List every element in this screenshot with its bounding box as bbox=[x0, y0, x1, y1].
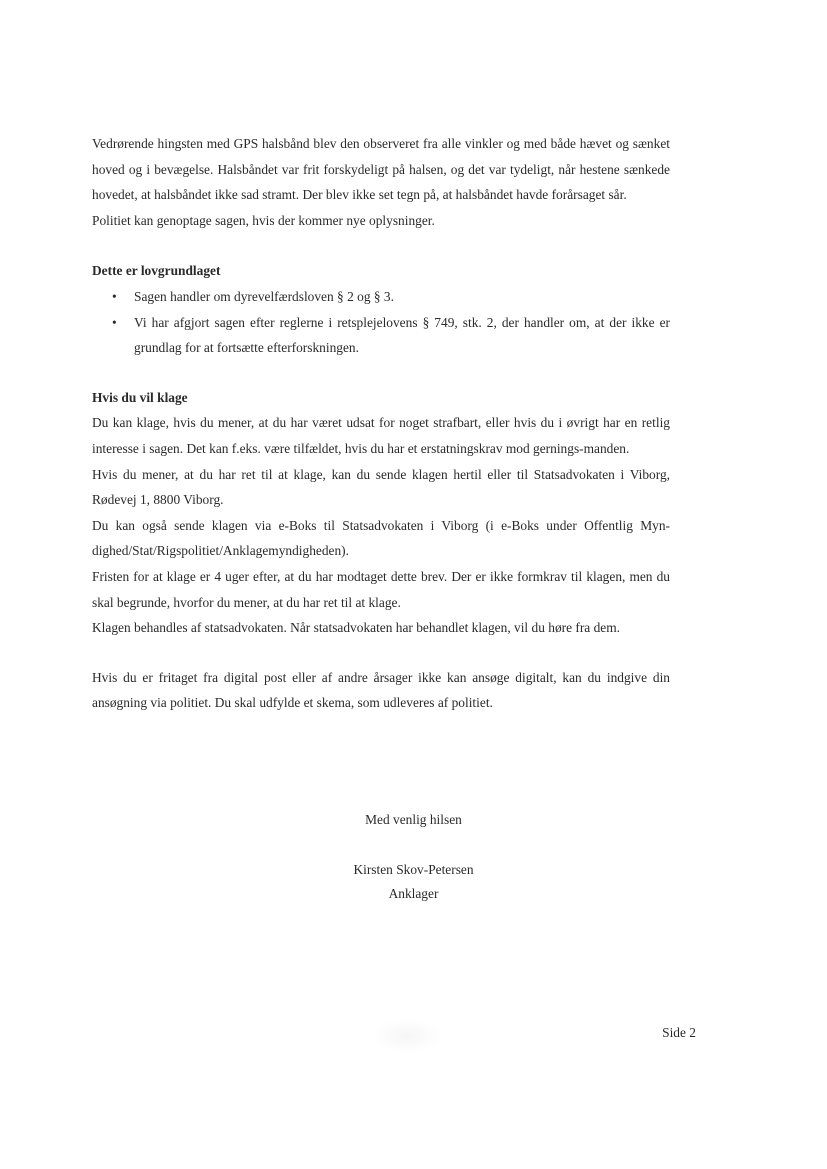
list-item-text: Vi har afgjort sagen efter reglerne i retsplejelovens § 749, stk. 2, der handler om, at der ikke er grundlag for at fortsætte efterforskningen. bbox=[134, 314, 670, 356]
bullet-icon: • bbox=[112, 288, 117, 304]
legal-basis-heading: Dette er lovgrundlaget bbox=[92, 263, 221, 279]
legal-basis-list bbox=[92, 284, 670, 361]
complaint-paragraph: Hvis du mener, at du har ret til at klage, kan du sende klagen hertil eller til Statsadvokaten i Viborg, Rødevej 1, 8800 Viborg. bbox=[92, 466, 670, 508]
complaint-paragraph: Du kan klage, hvis du mener, at du har været udsat for noget strafbart, eller hvis du i øvrigt har en retlig interesse i sagen. Det kan f.eks. være tilfældet, hvis du har et erstatningskrav mod gernings-manden. bbox=[92, 415, 670, 456]
section-spacer bbox=[92, 361, 670, 385]
letter-body bbox=[92, 131, 670, 716]
signatory-name: Kirsten Skov-Petersen bbox=[353, 862, 474, 877]
bullet-icon: • bbox=[112, 314, 117, 330]
section-spacer bbox=[92, 641, 670, 665]
list-item bbox=[92, 310, 670, 361]
intro-paragraph: Vedrørende hingsten med GPS halsbånd blev den observeret fra alle vinkler og med både hævet og sænket hoved og i bevægelse. Halsbåndet var frit forskydeligt på halsen, og det var tydeligt, når hestene sænkede hovedet, at halsbåndet ikke sad stramt. Der blev ikke set tegn på, at halsbåndet havde forårsaget sår. bbox=[92, 136, 670, 203]
reopen-note: Politiet kan genoptage sagen, hvis der kommer nye oplysninger. bbox=[92, 212, 435, 228]
complaint-paragraph: Klagen behandles af statsadvokaten. Når statsadvokaten har behandlet klagen, vil du høre fra dem. bbox=[92, 620, 620, 636]
signatory-title: Anklager bbox=[388, 886, 439, 901]
list-item-text: Sagen handler om dyrevelfærdsloven § 2 og § 3. bbox=[134, 288, 394, 304]
page-number: Side 2 bbox=[662, 1025, 696, 1040]
list-item bbox=[92, 284, 670, 310]
complaint-paragraph: Fristen for at klage er 4 uger efter, at du har modtaget dette brev. Der er ikke formkrav til klagen, men du skal begrunde, hvorfor du mener, at du har ret til at klage. bbox=[92, 568, 670, 610]
section-spacer bbox=[92, 233, 670, 258]
scan-smudge bbox=[372, 1018, 442, 1054]
complaint-paragraph: Du kan også sende klagen via e-Boks til Statsadvokaten i Viborg (i e-Boks under Offentlig Myn-dighed/Stat/Rigspolitiet/Anklagemyndigheden). bbox=[92, 517, 670, 559]
digital-post-paragraph: Hvis du er fritaget fra digital post eller af andre årsager ikke kan ansøge digitalt, kan du indgive din ansøgning via politiet. Du skal udfylde et skema, som udleveres af politiet. bbox=[92, 669, 670, 711]
complaint-heading: Hvis du vil klage bbox=[92, 389, 188, 405]
closing-greeting: Med venlig hilsen bbox=[365, 812, 462, 827]
